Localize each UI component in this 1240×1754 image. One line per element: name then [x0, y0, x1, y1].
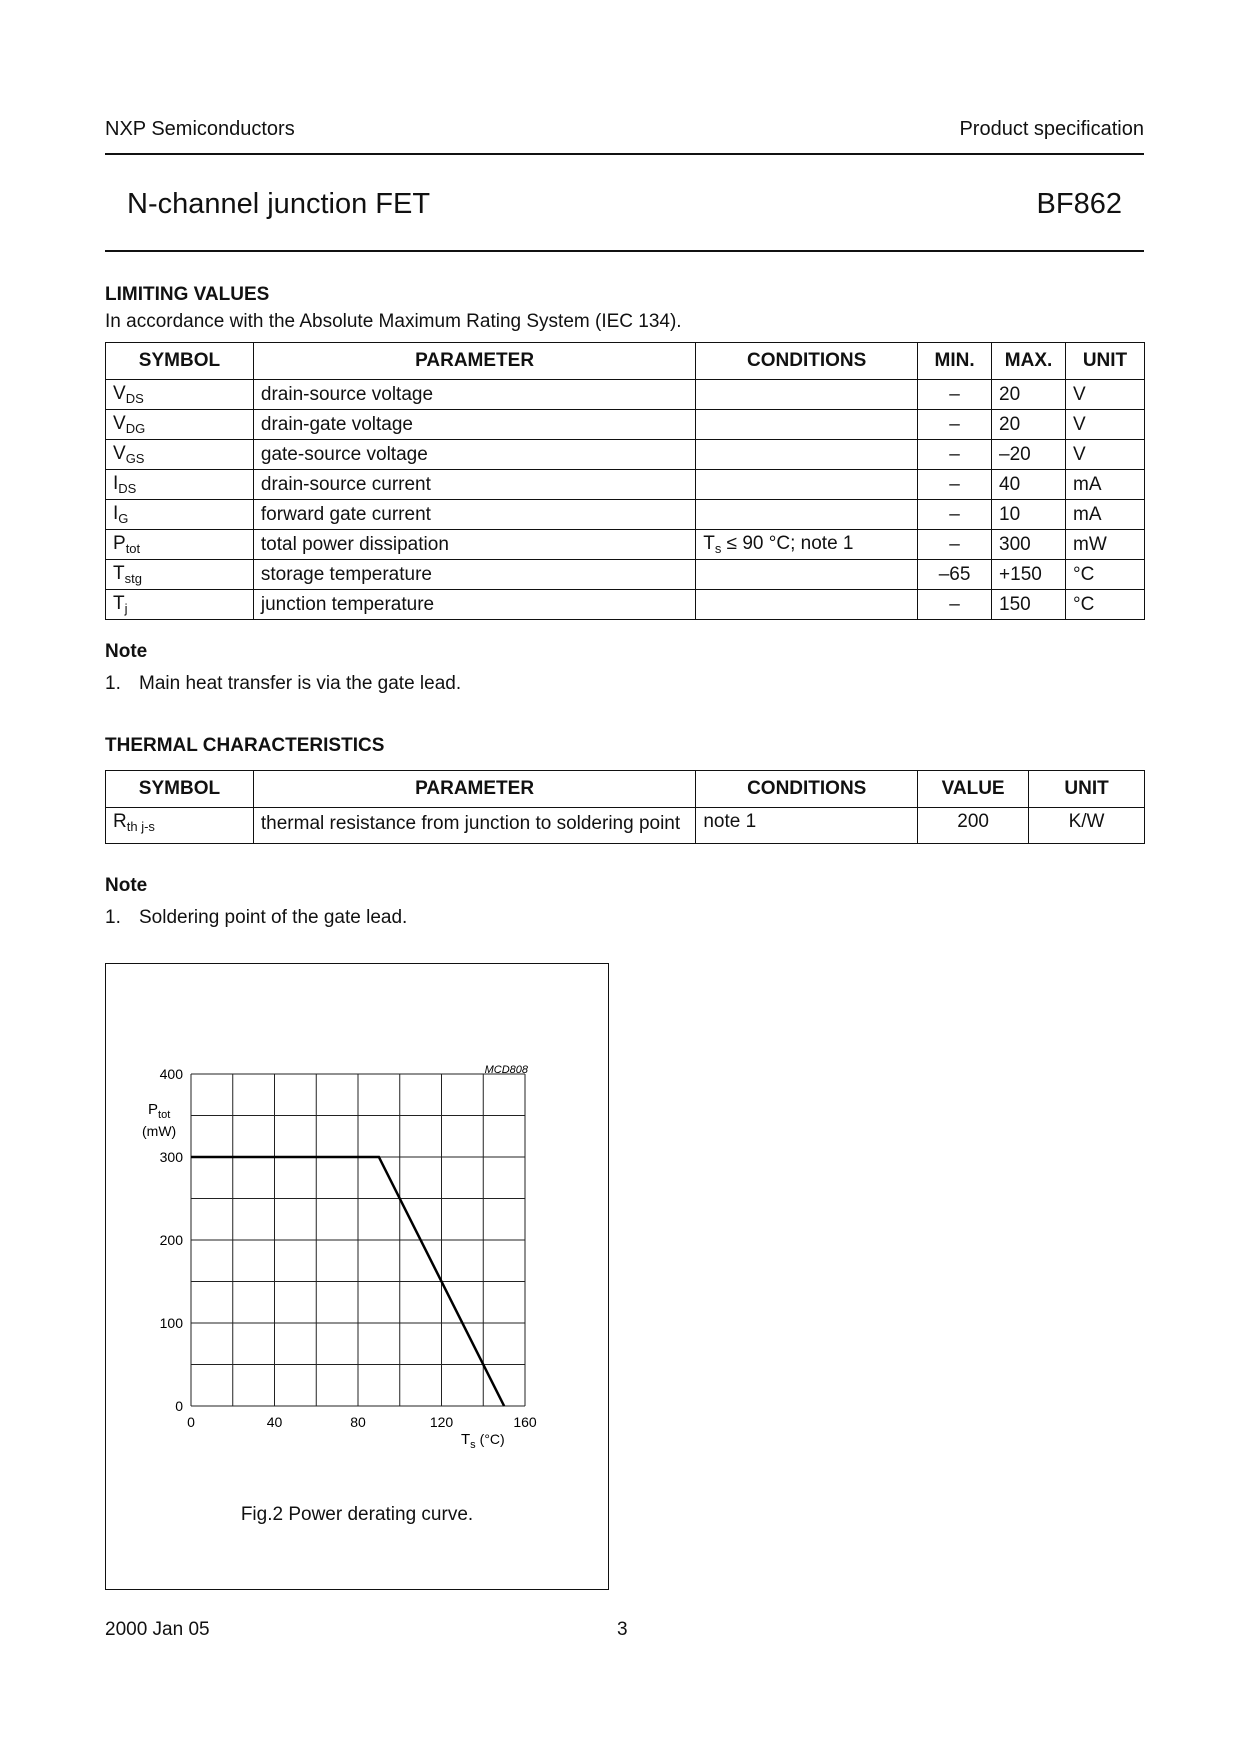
x-axis-symbol: T	[461, 1431, 471, 1448]
x-tick-label: 80	[350, 1414, 366, 1430]
part-number: BF862	[1036, 188, 1122, 220]
parameter-cell: drain-source current	[253, 470, 695, 500]
y-axis-unit: (mW)	[142, 1123, 177, 1139]
column-header: CONDITIONS	[696, 771, 918, 808]
product-description: N-channel junction FET	[127, 188, 431, 220]
symbol-subscript: DG	[125, 421, 146, 436]
x-axis-label	[461, 1431, 505, 1451]
company-name: NXP Semiconductors	[105, 118, 295, 140]
symbol-main: R	[113, 811, 127, 832]
conditions-cell	[696, 590, 918, 620]
symbol-subscript: th j-s	[126, 819, 155, 834]
symbol-subscript: DS	[118, 481, 137, 496]
symbol-main: V	[113, 443, 126, 464]
table-row	[106, 470, 1145, 500]
x-tick-label: 0	[187, 1414, 195, 1430]
min-cell: –	[918, 590, 992, 620]
unit-cell: V	[1066, 410, 1145, 440]
min-cell: –	[918, 410, 992, 440]
max-cell: 300	[992, 530, 1066, 560]
table-header-row	[106, 343, 1145, 380]
symbol-main: P	[113, 533, 126, 554]
column-header: VALUE	[918, 771, 1029, 808]
column-header: UNIT	[1066, 343, 1145, 380]
unit-cell: mA	[1066, 470, 1145, 500]
conditions-cell	[696, 410, 918, 440]
table-row	[106, 530, 1145, 560]
symbol-subscript: j	[124, 601, 128, 616]
figure-box	[105, 963, 609, 1590]
x-tick-label: 120	[429, 1414, 454, 1430]
parameter-cell: total power dissipation	[253, 530, 695, 560]
max-cell: +150	[992, 560, 1066, 590]
condition-tail: ≤ 90 °C; note 1	[721, 533, 854, 554]
parameter-cell: drain-gate voltage	[253, 410, 695, 440]
min-cell: –	[918, 470, 992, 500]
footer-date: 2000 Jan 05	[105, 1619, 210, 1640]
x-tick-label: 160	[513, 1414, 537, 1430]
table-row	[106, 808, 1145, 844]
symbol-main: V	[113, 383, 126, 404]
unit-cell: °C	[1066, 560, 1145, 590]
value-cell: 200	[918, 808, 1029, 844]
max-cell: 20	[992, 410, 1066, 440]
table-row	[106, 590, 1145, 620]
max-cell: 150	[992, 590, 1066, 620]
y-axis-symbol: P	[148, 1101, 159, 1118]
limiting-values-table	[105, 342, 1145, 620]
unit-cell: °C	[1066, 590, 1145, 620]
column-header: UNIT	[1029, 771, 1145, 808]
conditions-cell	[696, 500, 918, 530]
table-row	[106, 410, 1145, 440]
power-derating-chart	[106, 964, 610, 1591]
symbol-main: V	[113, 413, 126, 434]
header-rule	[105, 153, 1144, 155]
symbol-cell	[106, 440, 254, 470]
conditions-cell: note 1	[696, 808, 918, 844]
parameter-cell: forward gate current	[253, 500, 695, 530]
limiting-note-text: Main heat transfer is via the gate lead.	[139, 673, 462, 694]
unit-cell: V	[1066, 380, 1145, 410]
symbol-cell	[106, 808, 254, 844]
title-rule	[105, 250, 1144, 252]
table-row	[106, 500, 1145, 530]
column-header: SYMBOL	[106, 771, 254, 808]
condition-main: T	[703, 533, 715, 554]
parameter-cell: drain-source voltage	[253, 380, 695, 410]
conditions-cell	[696, 530, 918, 560]
conditions-cell	[696, 560, 918, 590]
limiting-note-heading: Note	[105, 641, 148, 662]
symbol-main: I	[113, 473, 119, 494]
min-cell: –	[918, 500, 992, 530]
min-cell: –65	[918, 560, 992, 590]
unit-cell: mA	[1066, 500, 1145, 530]
conditions-cell	[696, 440, 918, 470]
symbol-subscript: GS	[125, 451, 145, 466]
condition-subscript: s	[714, 541, 722, 556]
symbol-main: I	[113, 503, 119, 524]
unit-cell: mW	[1066, 530, 1145, 560]
min-cell: –	[918, 530, 992, 560]
column-header: MAX.	[992, 343, 1066, 380]
y-tick-label: 300	[159, 1149, 183, 1165]
thermal-heading: THERMAL CHARACTERISTICS	[105, 735, 385, 756]
symbol-main: T	[113, 563, 125, 584]
parameter-cell: junction temperature	[253, 590, 695, 620]
symbol-subscript: DS	[125, 391, 144, 406]
column-header: SYMBOL	[106, 343, 254, 380]
limiting-values-intro: In accordance with the Absolute Maximum Rating System (IEC 134).	[105, 311, 682, 332]
symbol-cell	[106, 380, 254, 410]
limiting-note-number: 1.	[105, 673, 121, 694]
column-header: PARAMETER	[253, 771, 695, 808]
x-axis-subscript: s	[470, 1439, 476, 1451]
thermal-note-number: 1.	[105, 907, 121, 928]
figure-caption: Fig.2 Power derating curve.	[240, 1504, 474, 1525]
symbol-cell	[106, 470, 254, 500]
x-axis-unit: (°C)	[479, 1431, 505, 1447]
table-row	[106, 440, 1145, 470]
unit-cell: K/W	[1029, 808, 1145, 844]
limiting-values-heading: LIMITING VALUES	[105, 284, 270, 305]
conditions-cell	[696, 380, 918, 410]
thermal-table	[105, 770, 1145, 844]
min-cell: –	[918, 380, 992, 410]
y-axis-subscript: tot	[158, 1109, 171, 1121]
conditions-cell	[696, 470, 918, 500]
max-cell: –20	[992, 440, 1066, 470]
symbol-cell	[106, 530, 254, 560]
chart-code: MCD808	[484, 1064, 528, 1076]
thermal-note-text: Soldering point of the gate lead.	[139, 907, 408, 928]
parameter-cell: storage temperature	[253, 560, 695, 590]
symbol-main: T	[113, 593, 125, 614]
column-header: MIN.	[918, 343, 992, 380]
table-header-row	[106, 771, 1145, 808]
symbol-cell	[106, 590, 254, 620]
symbol-subscript: stg	[124, 571, 142, 586]
document-type: Product specification	[959, 118, 1144, 140]
symbol-subscript: G	[118, 511, 129, 526]
thermal-note-heading: Note	[105, 875, 148, 896]
symbol-cell	[106, 410, 254, 440]
symbol-cell	[106, 560, 254, 590]
parameter-cell: gate-source voltage	[253, 440, 695, 470]
min-cell: –	[918, 440, 992, 470]
symbol-cell	[106, 500, 254, 530]
column-header: CONDITIONS	[696, 343, 918, 380]
max-cell: 10	[992, 500, 1066, 530]
y-axis-label	[148, 1101, 170, 1121]
y-tick-label: 0	[175, 1398, 183, 1414]
page-number: 3	[617, 1619, 628, 1640]
table-row	[106, 560, 1145, 590]
parameter-cell: thermal resistance from junction to soldering point	[253, 808, 695, 844]
max-cell: 20	[992, 380, 1066, 410]
symbol-subscript: tot	[125, 541, 141, 556]
x-tick-label: 40	[266, 1414, 283, 1430]
unit-cell: V	[1066, 440, 1145, 470]
y-tick-label: 100	[159, 1315, 183, 1331]
y-tick-label: 400	[159, 1066, 183, 1082]
column-header: PARAMETER	[253, 343, 695, 380]
y-tick-label: 200	[159, 1232, 183, 1248]
table-row	[106, 380, 1145, 410]
max-cell: 40	[992, 470, 1066, 500]
